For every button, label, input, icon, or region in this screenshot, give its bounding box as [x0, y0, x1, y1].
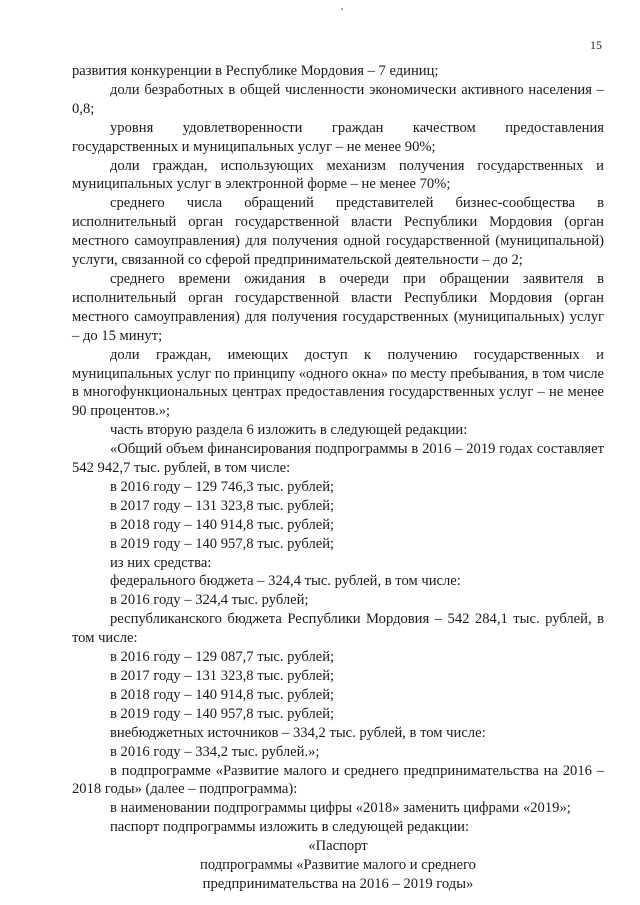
paragraph: развития конкуренции в Республике Мордовия – 7 единиц;: [72, 63, 439, 79]
paragraph: среднего числа обращений представителей бизнес-сообщества в исполнительный орган государственной власти Республики Мордовия (орган местного самоуправления) для получения одной государственной (муниципальной) услуги, связанной со сферой предпринимательской деятельности – до 2;: [72, 195, 604, 269]
paragraph: в 2019 году – 140 957,8 тыс. рублей;: [110, 535, 335, 552]
paragraph: доли граждан, имеющих доступ к получению государственных и муниципальных услуг по принципу «одного окна» по месту пребывания, в том числе в многофункциональных центрах предоставления государственных услуг – не менее 90 процентов.»;: [72, 346, 604, 420]
paragraph: в 2016 году – 129 746,3 тыс. рублей;: [110, 478, 335, 495]
heading-line: предпринимательства на 2016 – 2019 годы»: [202, 875, 474, 892]
paragraph: паспорт подпрограммы изложить в следующей редакции:: [110, 819, 470, 836]
page-number: 15: [590, 38, 602, 52]
paragraph: уровня удовлетворенности граждан качеством предоставления государственных и муниципальных услуг – не менее 90%;: [72, 119, 604, 155]
paragraph: в 2018 году – 140 914,8 тыс. рублей;: [110, 516, 335, 533]
scan-dot: [341, 8, 343, 10]
paragraph: часть вторую раздела 6 изложить в следующей редакции:: [110, 422, 468, 439]
paragraph: доли граждан, использующих механизм получения государственных и муниципальных услуг в электронной форме – не менее 70%;: [72, 157, 604, 193]
paragraph: среднего времени ожидания в очереди при обращении заявителя в исполнительный орган государственной власти Республики Мордовия (орган местного самоуправления) для получения государственных (муниципальных) услуг – до 15 минут;: [72, 270, 604, 344]
paragraph: в подпрограмме «Развитие малого и среднего предпринимательства на 2016 – 2018 годы» (далее – подпрограмма):: [72, 762, 604, 798]
heading-line: подпрограммы «Развитие малого и среднего: [200, 857, 476, 874]
paragraph: федерального бюджета – 324,4 тыс. рублей, в том числе:: [110, 573, 461, 590]
paragraph: республиканского бюджета Республики Мордовия – 542 284,1 тыс. рублей, в том числе:: [72, 611, 604, 647]
paragraph: в 2016 году – 129 087,7 тыс. рублей;: [110, 649, 335, 666]
paragraph: «Общий объем финансирования подпрограммы в 2016 – 2019 годах составляет 542 942,7 тыс. рублей, в том числе:: [72, 441, 604, 477]
paragraph: доли безработных в общей численности экономически активного населения – 0,8;: [72, 81, 604, 117]
paragraph: в наименовании подпрограммы цифры «2018» заменить цифрами «2019»;: [110, 800, 571, 817]
paragraph: в 2018 году – 140 914,8 тыс. рублей;: [110, 686, 335, 703]
paragraph: из них средства:: [110, 554, 212, 571]
paragraph: в 2016 году – 334,2 тыс. рублей.»;: [110, 743, 320, 760]
paragraph: в 2017 году – 131 323,8 тыс. рублей;: [110, 668, 335, 684]
heading-line: «Паспорт: [308, 838, 368, 855]
document-body: [72, 62, 604, 894]
paragraph: в 2016 году – 324,4 тыс. рублей;: [110, 592, 309, 609]
paragraph: в 2019 году – 140 957,8 тыс. рублей;: [110, 705, 335, 722]
paragraph: в 2017 году – 131 323,8 тыс. рублей;: [110, 497, 335, 514]
paragraph: внебюджетных источников – 334,2 тыс. рублей, в том числе:: [110, 724, 486, 741]
